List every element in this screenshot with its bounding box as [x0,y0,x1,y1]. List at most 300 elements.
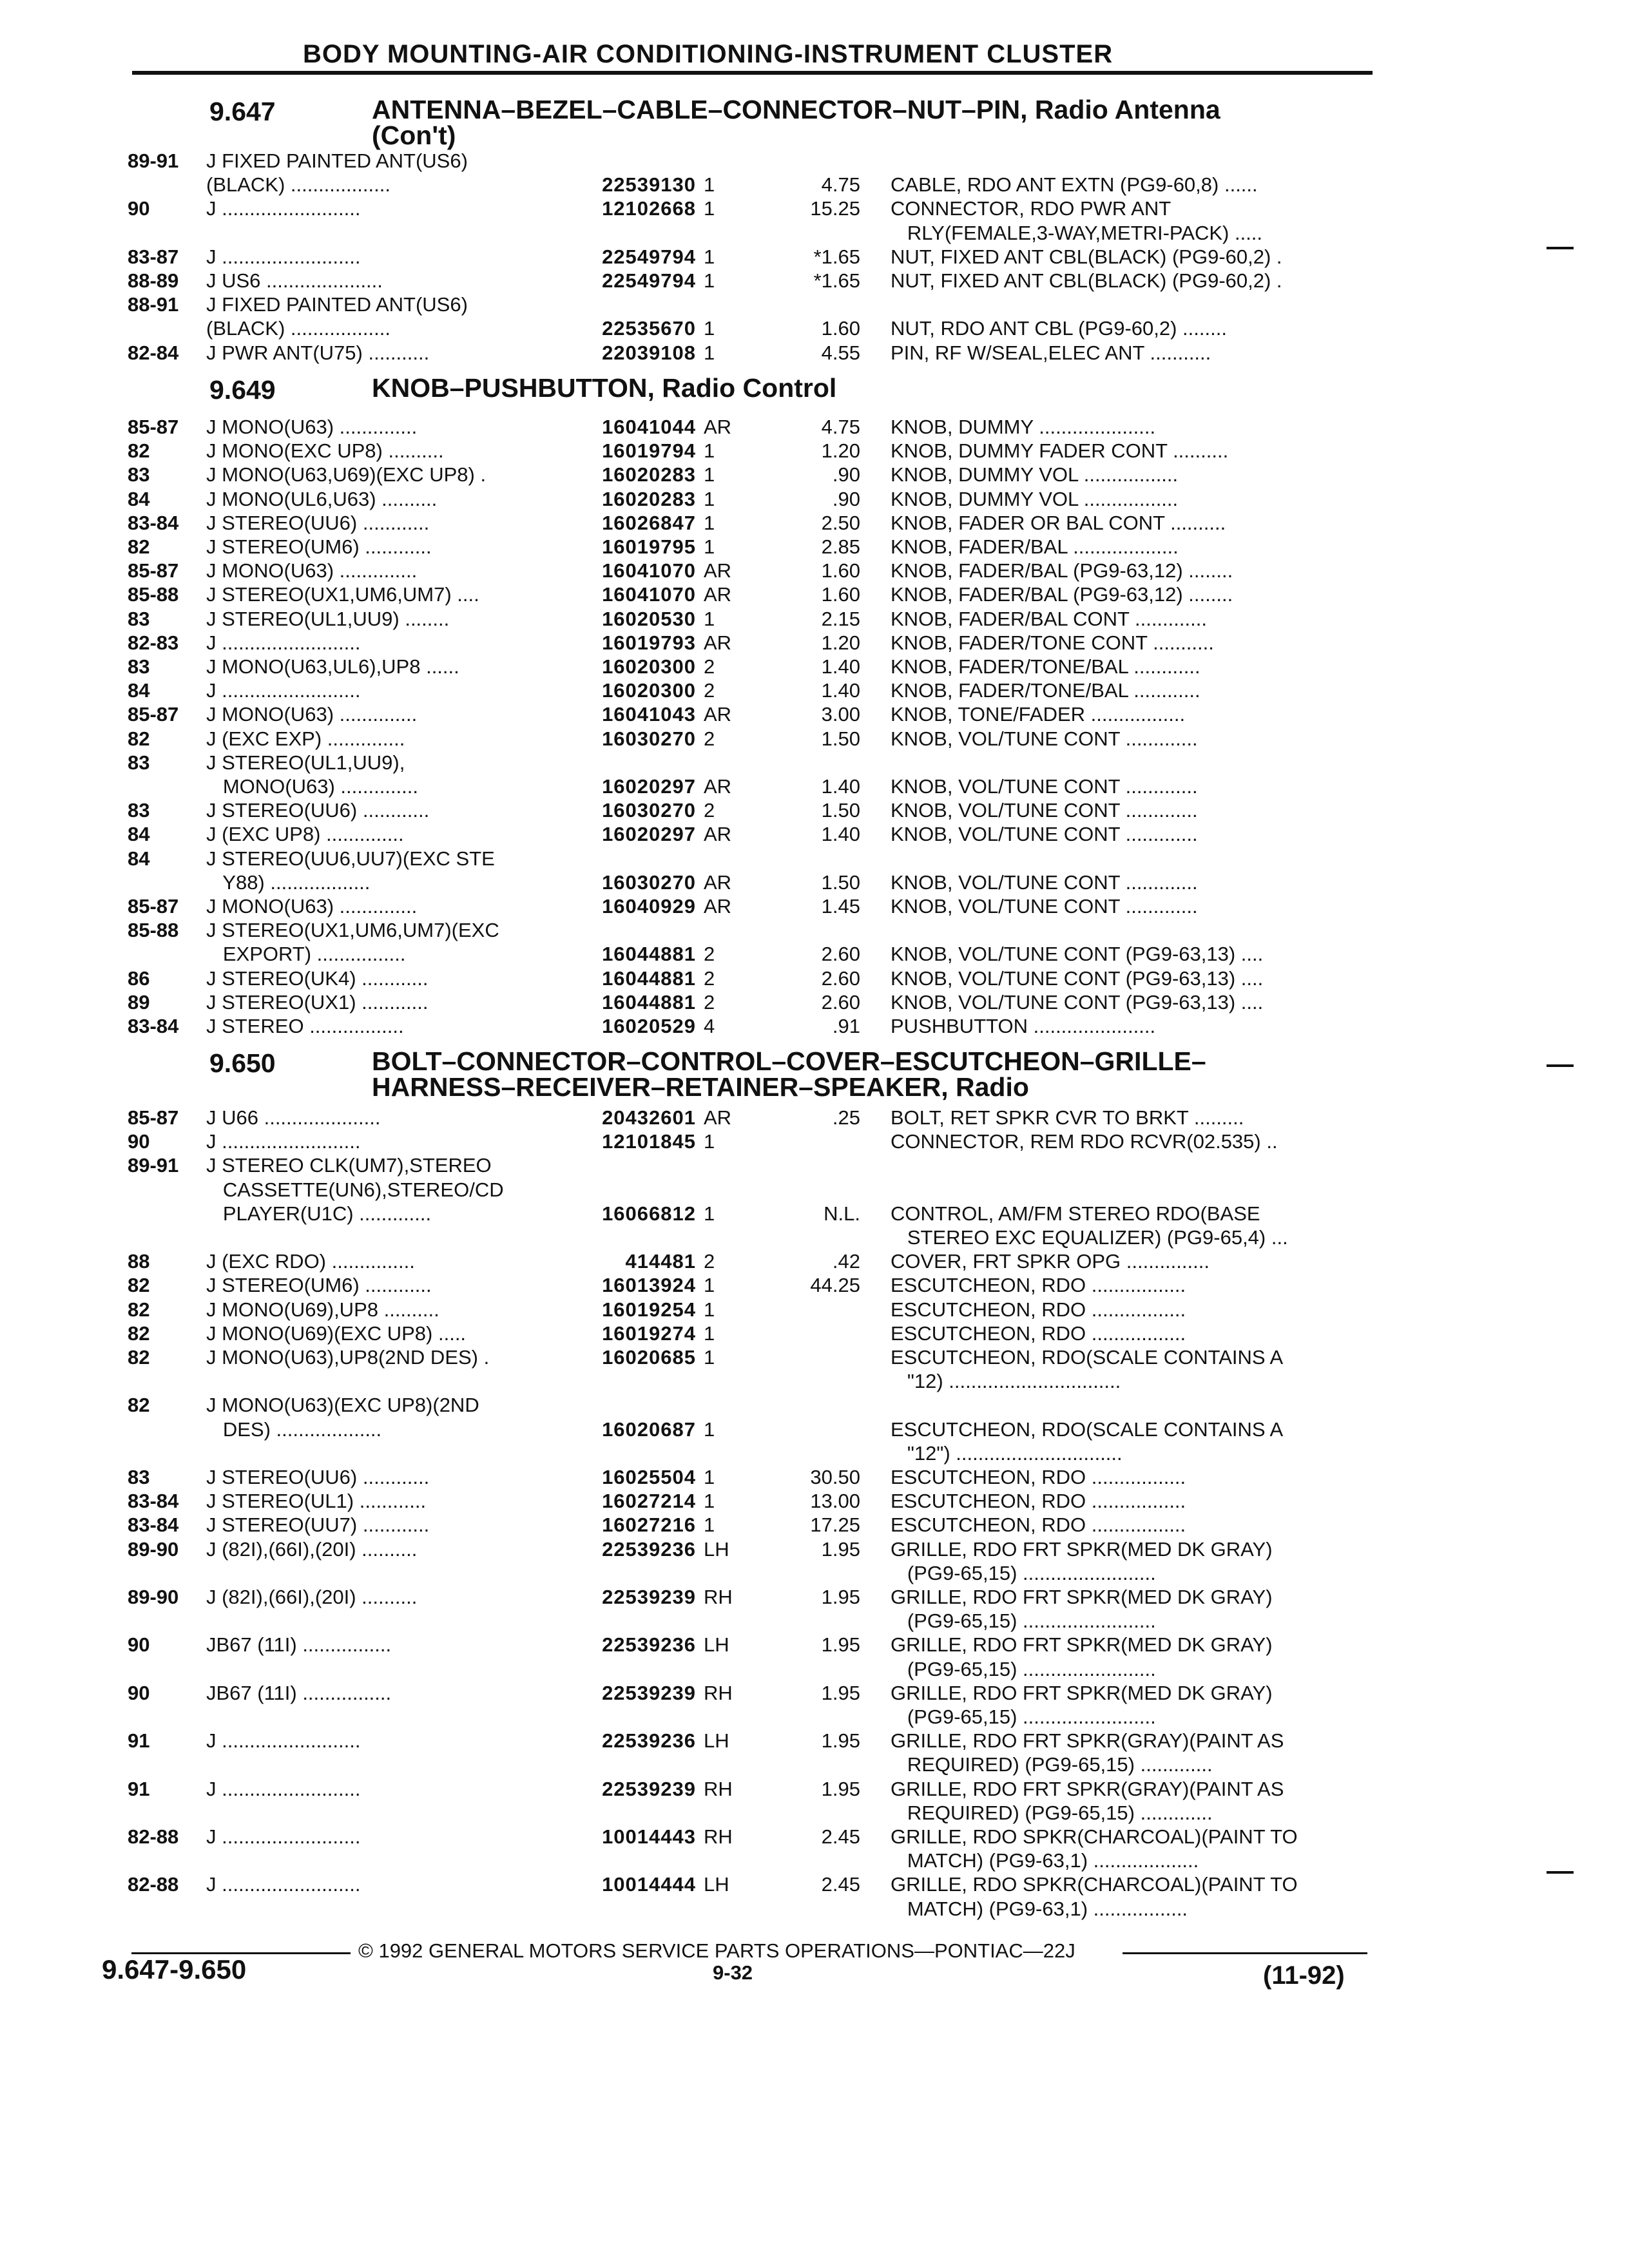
model-application: J MONO(U63),UP8(2ND DES) . [206,1346,490,1369]
part-description: REQUIRED) (PG9-65,15) ............. [891,1753,1213,1776]
price: 4.55 [821,341,860,364]
part-description: NUT, FIXED ANT CBL(BLACK) (PG9-60,2) . [891,269,1282,292]
quantity: AR [704,559,732,582]
price: 1.60 [821,317,860,340]
part-description: CONNECTOR, RDO PWR ANT [891,197,1171,220]
part-description: KNOB, FADER OR BAL CONT .......... [891,511,1226,534]
part-number: 22539236 [602,1633,696,1657]
part-description: GRILLE, RDO FRT SPKR(MED DK GRAY) [891,1633,1273,1657]
model-year: 85-88 [128,919,179,942]
price: 1.95 [821,1586,860,1608]
part-description: GRILLE, RDO FRT SPKR(MED DK GRAY) [891,1681,1273,1704]
quantity: 2 [704,966,715,990]
model-year: 82 [128,1346,150,1369]
part-description: KNOB, FADER/TONE CONT ........... [891,631,1214,654]
part-description: NUT, FIXED ANT CBL(BLACK) (PG9-60,2) . [891,245,1282,268]
model-year: 89-91 [128,1154,179,1177]
price: 1.95 [821,1777,860,1800]
model-application: J STEREO(UU6,UU7)(EXC STE [206,847,495,870]
model-year: 83-84 [128,1514,179,1537]
model-year: 85-87 [128,416,179,438]
model-application: J PWR ANT(U75) ........... [206,341,430,364]
price: 1.50 [821,799,860,822]
quantity: 2 [704,727,715,750]
part-number: 10014443 [602,1825,696,1848]
quantity: 1 [704,1274,715,1297]
part-description: ESCUTCHEON, RDO ................. [891,1514,1186,1537]
page-title: BODY MOUNTING-AIR CONDITIONING-INSTRUMENT CLUSTER [303,40,1113,68]
price: N.L. [824,1202,860,1225]
model-year: 82 [128,1394,150,1417]
model-year: 85-87 [128,1106,179,1129]
part-description: KNOB, DUMMY VOL ................. [891,463,1179,486]
part-description: ESCUTCHEON, RDO(SCALE CONTAINS A [891,1346,1284,1369]
part-description: KNOB, VOL/TUNE CONT ............. [891,799,1198,822]
price: 1.40 [821,775,860,798]
price: 15.25 [810,197,860,220]
quantity: LH [704,1537,729,1561]
part-description: GRILLE, RDO FRT SPKR(MED DK GRAY) [891,1537,1273,1561]
model-application: J ......................... [206,245,361,268]
model-year: 82 [128,1274,150,1297]
model-year: 83-84 [128,511,179,534]
model-application: J MONO(UL6,U63) .......... [206,487,438,510]
part-number: 22539236 [602,1537,696,1561]
part-description: "12") .............................. [891,1441,1123,1465]
part-number: 16020283 [602,487,696,510]
model-application: PLAYER(U1C) ............. [206,1202,432,1225]
model-year: 89-91 [128,149,179,172]
quantity: AR [704,583,732,606]
model-year: 84 [128,487,150,510]
model-year: 83 [128,751,150,774]
quantity: LH [704,1633,729,1657]
part-number: 414481 [625,1250,696,1273]
section-number: 9.650 [209,1048,276,1078]
price: 2.45 [821,1873,860,1896]
model-application: J STEREO(UK4) ............ [206,966,429,990]
part-number: 22539239 [602,1777,696,1800]
quantity: AR [704,895,732,918]
part-description: KNOB, TONE/FADER ................. [891,703,1186,726]
quantity: RH [704,1777,733,1800]
part-description: KNOB, FADER/TONE/BAL ............ [891,655,1200,678]
part-number: 16013924 [602,1274,696,1297]
part-description: KNOB, VOL/TUNE CONT ............. [891,870,1198,894]
part-description: KNOB, VOL/TUNE CONT ............. [891,895,1198,918]
model-application: J STEREO(UL1,UU9) ........ [206,607,450,630]
part-description: KNOB, FADER/BAL CONT ............. [891,607,1207,630]
quantity: 2 [704,1250,715,1273]
quantity: 1 [704,607,715,630]
model-application: J (EXC UP8) .............. [206,823,404,846]
part-number: 16026847 [602,511,696,534]
price: 4.75 [821,173,860,197]
model-application: J STEREO(UX1,UM6,UM7) .... [206,583,479,606]
part-number: 16020685 [602,1346,696,1369]
quantity: 2 [704,655,715,678]
model-application: J (82I),(66I),(20I) .......... [206,1586,418,1608]
section-title: KNOB–PUSHBUTTON, Radio Control [372,373,837,403]
model-year: 85-87 [128,703,179,726]
quantity: 1 [704,1418,715,1441]
part-number: 22549794 [602,245,696,268]
part-number: 16030270 [602,799,696,822]
part-number: 16019274 [602,1321,696,1345]
price: 1.60 [821,559,860,582]
part-description: KNOB, DUMMY VOL ................. [891,487,1179,510]
part-number: 22539130 [602,173,696,197]
footer-copyright: © 1992 GENERAL MOTORS SERVICE PARTS OPERATIONS—PONTIAC—22J [358,1939,1075,1962]
part-description: REQUIRED) (PG9-65,15) ............. [891,1801,1213,1824]
price: .91 [832,1015,860,1037]
model-year: 90 [128,197,150,220]
quantity: AR [704,1106,732,1129]
model-application: J MONO(U63,U69)(EXC UP8) . [206,463,487,486]
quantity: LH [704,1873,729,1896]
part-number: 16019793 [602,631,696,654]
model-year: 83-84 [128,1490,179,1513]
model-year: 82-84 [128,341,179,364]
part-description: CONNECTOR, REM RDO RCVR(02.535) .. [891,1130,1278,1153]
model-application: J MONO(U63) .............. [206,416,418,438]
part-number: 16044881 [602,990,696,1014]
model-application: J STEREO(UX1,UM6,UM7)(EXC [206,919,499,942]
quantity: 1 [704,1466,715,1488]
part-description: KNOB, VOL/TUNE CONT (PG9-63,13) .... [891,966,1264,990]
part-description: GRILLE, RDO FRT SPKR(GRAY)(PAINT AS [891,1777,1284,1800]
price: 1.95 [821,1633,860,1657]
quantity: AR [704,870,732,894]
price: 4.75 [821,416,860,438]
model-year: 82 [128,1321,150,1345]
quantity: RH [704,1586,733,1608]
model-year: 90 [128,1681,150,1704]
model-year: 89 [128,990,150,1014]
model-year: 82-83 [128,631,179,654]
quantity: 1 [704,439,715,463]
part-description: ESCUTCHEON, RDO(SCALE CONTAINS A [891,1418,1284,1441]
price: 1.20 [821,631,860,654]
part-description: PIN, RF W/SEAL,ELEC ANT ........... [891,341,1211,364]
price: 2.60 [821,966,860,990]
model-application: J MONO(U63)(EXC UP8)(2ND [206,1394,479,1417]
part-number: 16041044 [602,416,696,438]
price: 1.95 [821,1681,860,1704]
part-description: GRILLE, RDO FRT SPKR(GRAY)(PAINT AS [891,1729,1284,1753]
price: *1.65 [813,245,860,268]
part-number: 22539239 [602,1681,696,1704]
model-application: J (82I),(66I),(20I) .......... [206,1537,418,1561]
price: .25 [832,1106,860,1129]
price: 1.50 [821,727,860,750]
model-application: J STEREO ................. [206,1015,404,1037]
model-year: 88 [128,1250,150,1273]
part-number: 22039108 [602,341,696,364]
part-number: 16019794 [602,439,696,463]
model-year: 84 [128,823,150,846]
model-application: (BLACK) .................. [206,173,390,197]
model-year: 85-88 [128,583,179,606]
part-number: 16020687 [602,1418,696,1441]
part-description: (PG9-65,15) ........................ [891,1706,1156,1728]
part-description: NUT, RDO ANT CBL (PG9-60,2) ........ [891,317,1227,340]
model-year: 83 [128,799,150,822]
part-number: 16030270 [602,727,696,750]
quantity: LH [704,1729,729,1753]
price: 2.60 [821,990,860,1014]
model-application: J MONO(U69)(EXC UP8) ..... [206,1321,467,1345]
part-description: COVER, FRT SPKR OPG ............... [891,1250,1210,1273]
model-year: 91 [128,1729,150,1753]
quantity: 1 [704,511,715,534]
part-description: KNOB, DUMMY ..................... [891,416,1156,438]
part-number: 16019795 [602,535,696,558]
header-rule [132,71,1373,75]
model-application: J MONO(U63) .............. [206,559,418,582]
part-number: 16025504 [602,1466,696,1488]
section-title: ANTENNA–BEZEL–CABLE–CONNECTOR–NUT–PIN, Radio Antenna (Con't) [372,95,1220,150]
model-year: 83 [128,1466,150,1488]
quantity: 1 [704,1490,715,1513]
model-application: J (EXC RDO) ............... [206,1250,415,1273]
quantity: 1 [704,269,715,292]
quantity: 2 [704,679,715,702]
quantity: AR [704,823,732,846]
footer-section-range: 9.647-9.650 [102,1954,247,1984]
part-number: 22539236 [602,1729,696,1753]
model-application: CASSETTE(UN6),STEREO/CD [206,1178,504,1201]
part-description: RLY(FEMALE,3-WAY,METRI-PACK) ..... [891,221,1263,244]
model-year: 83 [128,607,150,630]
section-number: 9.649 [209,375,276,405]
part-number: 16020297 [602,775,696,798]
model-year: 82-88 [128,1873,179,1896]
model-year: 82-88 [128,1825,179,1848]
part-number: 16020530 [602,607,696,630]
quantity: AR [704,775,732,798]
model-year: 82 [128,535,150,558]
price: 44.25 [810,1274,860,1297]
model-year: 90 [128,1633,150,1657]
part-number: 16020300 [602,655,696,678]
model-year: 85-87 [128,895,179,918]
margin-mark [1547,1871,1574,1874]
quantity: 1 [704,535,715,558]
model-application: J MONO(U63) .............. [206,703,418,726]
part-number: 22535670 [602,317,696,340]
model-application: J ......................... [206,1777,361,1800]
model-year: 86 [128,966,150,990]
quantity: AR [704,416,732,438]
model-year: 88-89 [128,269,179,292]
model-application: J STEREO(UL1) ............ [206,1490,427,1513]
model-application: J ......................... [206,1825,361,1848]
part-description: KNOB, VOL/TUNE CONT ............. [891,823,1198,846]
model-year: 91 [128,1777,150,1800]
price: 2.45 [821,1825,860,1848]
model-application: J MONO(U63,UL6),UP8 ...... [206,655,459,678]
quantity: 1 [704,1130,715,1153]
quantity: 2 [704,943,715,966]
part-description: ESCUTCHEON, RDO ................. [891,1298,1186,1321]
margin-mark [1547,1064,1574,1067]
part-description: (PG9-65,15) ........................ [891,1657,1156,1680]
part-description: KNOB, FADER/TONE/BAL ............ [891,679,1200,702]
model-application: J (EXC EXP) .............. [206,727,405,750]
quantity: 1 [704,487,715,510]
part-number: 12101845 [602,1130,696,1153]
price: *1.65 [813,269,860,292]
part-description: PUSHBUTTON ...................... [891,1015,1156,1037]
model-application: J ......................... [206,197,361,220]
quantity: AR [704,703,732,726]
model-year: 88-91 [128,293,179,316]
part-description: STEREO EXC EQUALIZER) (PG9-65,4) ... [891,1226,1288,1249]
footer-rule-right [1123,1952,1367,1954]
model-application: J STEREO(UX1) ............ [206,990,429,1014]
model-year: 82 [128,727,150,750]
part-number: 16019254 [602,1298,696,1321]
quantity: 1 [704,1346,715,1369]
part-description: MATCH) (PG9-63,1) ................... [891,1849,1199,1872]
model-year: 83-87 [128,245,179,268]
part-description: KNOB, FADER/BAL (PG9-63,12) ........ [891,583,1233,606]
part-description: CONTROL, AM/FM STEREO RDO(BASE [891,1202,1260,1225]
part-number: 16044881 [602,966,696,990]
price: 1.20 [821,439,860,463]
model-application: J ......................... [206,1130,361,1153]
model-year: 84 [128,847,150,870]
quantity: 4 [704,1015,715,1037]
part-number: 16020300 [602,679,696,702]
model-year: 85-87 [128,559,179,582]
quantity: 1 [704,463,715,486]
price: 1.45 [821,895,860,918]
model-application: J FIXED PAINTED ANT(US6) [206,149,468,172]
part-description: (PG9-65,15) ........................ [891,1610,1156,1633]
part-description: KNOB, VOL/TUNE CONT ............. [891,727,1198,750]
model-application: DES) ................... [206,1418,382,1441]
part-number: 10014444 [602,1873,696,1896]
model-application: J STEREO(UU7) ............ [206,1514,430,1537]
part-number: 22549794 [602,269,696,292]
part-number: 20432601 [602,1106,696,1129]
part-description: KNOB, VOL/TUNE CONT (PG9-63,13) .... [891,990,1264,1014]
footer-page-number: 9-32 [713,1961,753,1984]
part-number: 16040929 [602,895,696,918]
model-application: (BLACK) .................. [206,317,390,340]
part-description: KNOB, FADER/BAL (PG9-63,12) ........ [891,559,1233,582]
part-description: GRILLE, RDO SPKR(CHARCOAL)(PAINT TO [891,1873,1298,1896]
model-year: 83 [128,655,150,678]
part-number: 16066812 [602,1202,696,1225]
model-year: 83 [128,463,150,486]
model-year: 90 [128,1130,150,1153]
model-application: JB67 (11I) ................ [206,1681,392,1704]
model-year: 82 [128,439,150,463]
part-description: ESCUTCHEON, RDO ................. [891,1274,1186,1297]
price: 1.40 [821,679,860,702]
part-description: KNOB, DUMMY FADER CONT .......... [891,439,1229,463]
part-number: 16027214 [602,1490,696,1513]
part-number: 16020529 [602,1015,696,1037]
price: 1.95 [821,1729,860,1753]
quantity: RH [704,1681,733,1704]
part-number: 16027216 [602,1514,696,1537]
part-description: GRILLE, RDO FRT SPKR(MED DK GRAY) [891,1586,1273,1608]
model-year: 82 [128,1298,150,1321]
model-application: MONO(U63) .............. [206,775,418,798]
model-application: J STEREO(UU6) ............ [206,511,430,534]
model-year: 84 [128,679,150,702]
part-number: 16041043 [602,703,696,726]
section-number: 9.647 [209,97,276,126]
price: 2.50 [821,511,860,534]
part-description: KNOB, VOL/TUNE CONT ............. [891,775,1198,798]
model-application: J ......................... [206,679,361,702]
part-number: 22539239 [602,1586,696,1608]
quantity: 1 [704,1321,715,1345]
price: 17.25 [810,1514,860,1537]
model-application: J US6 ..................... [206,269,383,292]
quantity: RH [704,1825,733,1848]
model-year: 89-90 [128,1586,179,1608]
model-application: J STEREO(UL1,UU9), [206,751,405,774]
quantity: 2 [704,799,715,822]
part-description: ESCUTCHEON, RDO ................. [891,1321,1186,1345]
part-number: 16020297 [602,823,696,846]
model-application: J STEREO(UU6) ............ [206,1466,430,1488]
quantity: 1 [704,341,715,364]
part-description: ESCUTCHEON, RDO ................. [891,1466,1186,1488]
quantity: 1 [704,1202,715,1225]
quantity: 1 [704,317,715,340]
model-application: J MONO(U69),UP8 .......... [206,1298,439,1321]
part-number: 16041070 [602,559,696,582]
part-number: 16030270 [602,870,696,894]
part-description: CABLE, RDO ANT EXTN (PG9-60,8) ...... [891,173,1258,197]
price: 2.85 [821,535,860,558]
model-application: J STEREO CLK(UM7),STEREO [206,1154,492,1177]
model-application: EXPORT) ................ [206,943,406,966]
price: 1.40 [821,823,860,846]
price: 1.40 [821,655,860,678]
part-number: 12102668 [602,197,696,220]
part-description: (PG9-65,15) ........................ [891,1561,1156,1584]
price: 3.00 [821,703,860,726]
price: 1.60 [821,583,860,606]
price: .90 [832,463,860,486]
part-number: 16041070 [602,583,696,606]
section-title: BOLT–CONNECTOR–CONTROL–COVER–ESCUTCHEON–GRILLE– HARNESS–RECEIVER–RETAINER–SPEAKER, Radio [372,1046,1206,1102]
part-description: MATCH) (PG9-63,1) ................. [891,1897,1188,1920]
quantity: AR [704,631,732,654]
model-application: J STEREO(UM6) ............ [206,1274,432,1297]
part-description: KNOB, VOL/TUNE CONT (PG9-63,13) .... [891,943,1264,966]
part-description: "12) ............................... [891,1370,1121,1393]
price: 13.00 [810,1490,860,1513]
quantity: 1 [704,1514,715,1537]
model-application: J FIXED PAINTED ANT(US6) [206,293,468,316]
price: 30.50 [810,1466,860,1488]
part-number: 16020283 [602,463,696,486]
model-application: J STEREO(UU6) ............ [206,799,430,822]
part-description: ESCUTCHEON, RDO ................. [891,1490,1186,1513]
quantity: 1 [704,173,715,197]
model-application: J STEREO(UM6) ............ [206,535,432,558]
model-application: J U66 ..................... [206,1106,381,1129]
